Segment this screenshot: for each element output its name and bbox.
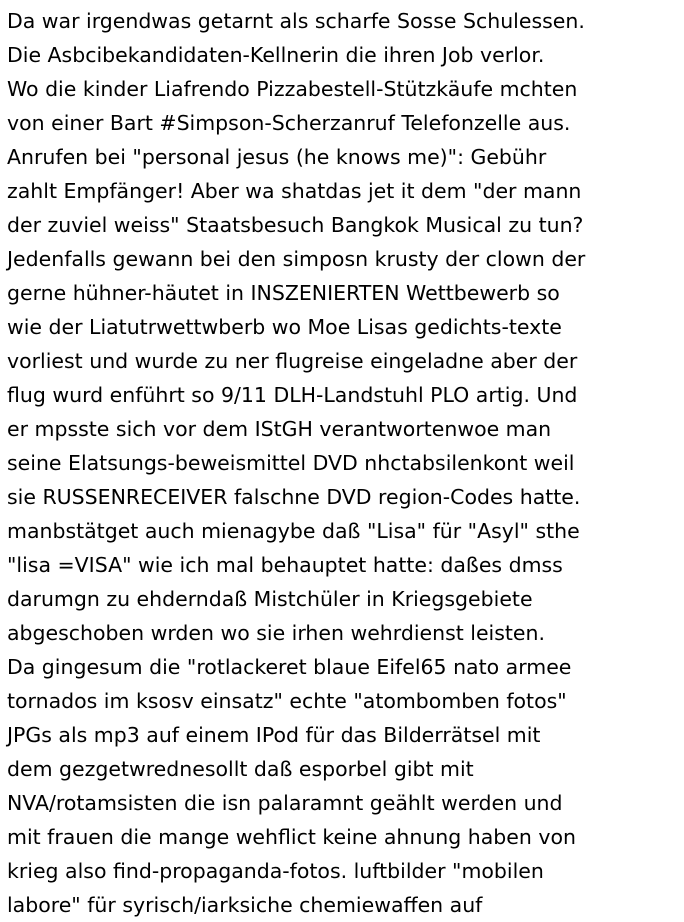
text-line: er mpsste sich vor dem IStGH verantwortenwoe man: [7, 417, 552, 441]
text-line: vorliest und wurde zu ner flugreise eingeladne aber der: [7, 349, 578, 373]
text-line: abgeschoben wrden wo sie irhen wehrdienst leisten.: [7, 621, 546, 645]
text-line: tornados im ksosv einsatz" echte "atombomben fotos": [7, 689, 567, 713]
text-line: von einer Bart #Simpson-Scherzanruf Telefonzelle aus.: [7, 111, 571, 135]
text-line: sie RUSSENRECEIVER falschne DVD region-Codes hatte.: [7, 485, 581, 509]
text-line: gerne hühner-häutet in INSZENIERTEN Wettbewerb so: [7, 281, 560, 305]
text-line: Die Asbcibekandidaten-Kellnerin die ihren Job verlor.: [7, 43, 545, 67]
text-line: Wo die kinder Liafrendo Pizzabestell-Stützkäufe mchten: [7, 77, 578, 101]
text-line: mit frauen die mange wehflict keine ahnung haben von: [7, 825, 576, 849]
text-line: Jedenfalls gewann bei den simposn krusty der clown der: [7, 247, 586, 271]
text-line: Da war irgendwas getarnt als scharfe Sosse Schulessen.: [7, 9, 585, 33]
text-line: Da gingesum die "rotlackeret blaue Eifel65 nato armee: [7, 655, 572, 679]
text-line: krieg also find-propaganda-fotos. luftbilder "mobilen: [7, 859, 544, 883]
text-line: zahlt Empfänger! Aber wa shatdas jet it dem "der mann: [7, 179, 582, 203]
text-line: labore" für syrisch/iarksiche chemiewaffen auf: [7, 893, 483, 917]
text-line: Anrufen bei "personal jesus (he knows me)": Gebühr: [7, 145, 547, 169]
text-line: wie der Liatutrwettwberb wo Moe Lisas gedichts-texte: [7, 315, 562, 339]
text-line: NVA/rotamsisten die isn palaramnt geählt werden und: [7, 791, 563, 815]
text-line: flug wurd enführt so 9/11 DLH-Landstuhl PLO artig. Und: [7, 383, 578, 407]
document-body: [7, 4, 683, 922]
text-line: "lisa =VISA" wie ich mal behauptet hatte: daßes dmss: [7, 553, 563, 577]
text-line: der zuviel weiss" Staatsbesuch Bangkok Musical zu tun?: [7, 213, 584, 237]
text-line: JPGs als mp3 auf einem IPod für das Bilderrätsel mit: [7, 723, 541, 747]
text-line: manbstätget auch mienagybe daß "Lisa" für "Asyl" sthe: [7, 519, 580, 543]
text-line: seine Elatsungs-beweismittel DVD nhctabsilenkont weil: [7, 451, 575, 475]
text-line: darumgn zu ehderndaß Mistchüler in Kriegsgebiete: [7, 587, 533, 611]
text-line: dem gezgetwrednesollt daß esporbel gibt mit: [7, 757, 474, 781]
